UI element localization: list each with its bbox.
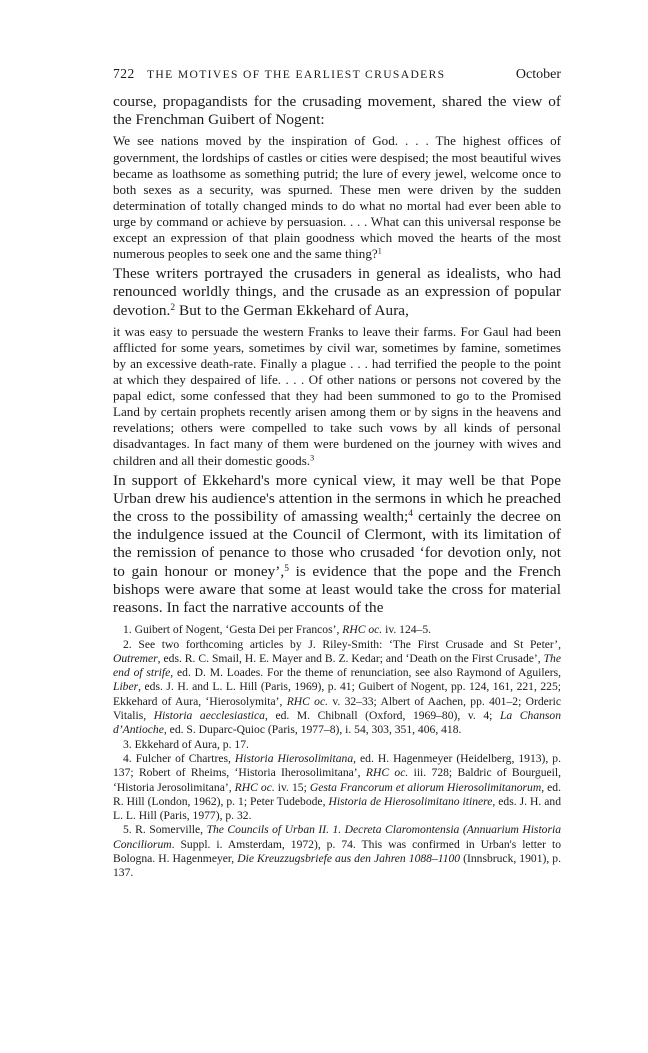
page-number: 722 <box>113 66 135 81</box>
running-title: THE MOTIVES OF THE EARLIEST CRUSADERS <box>147 68 446 81</box>
footnote-ref-5[interactable]: 5 <box>284 563 290 574</box>
running-month: October <box>515 67 561 82</box>
footnote-4: 4. Fulcher of Chartres, Historia Hierosolimitana, ed. H. Hagenmeyer (Heidelberg, 1913), p. 137; Robert of Rheims, ‘Historia Iherosolimitana’, RHC oc. iii. 728; Baldric of Bourgueil, ‘Historia Jerosolimitana’, RHC oc. iv. 15; Gesta Francorum et aliorum Hierosolimitanorum, ed. R. Hill (London, 1962), p. 1; Peter Tudebode, Historia de Hierosolimitano itinere, eds. J. H. and L. L. Hill (Paris, 1977), p. 32. <box>113 751 561 823</box>
footnote-ref-1[interactable]: 1 <box>377 246 382 256</box>
footnote-3: 3. Ekkehard of Aura, p. 17. <box>123 737 249 751</box>
footnote-ref-2[interactable]: 2 <box>170 302 176 313</box>
body-paragraph-1: course, propagandists for the crusading movement, shared the view of the Frenchman Guibert of Nogent: <box>113 93 561 129</box>
body-paragraph-3: In support of Ekkehard's more cynical view, it may well be that Pope Urban drew his audience's attention in the sermons in which he preached the cross to the possibility of amassing wealth;$^4$ certainly the decree on the indulgence issued at the Council of Clermont, with its limitation of the remission of penance to those who crusaded ‘for devotion only, not to gain honour or money’,$^5$ is evidence that the pope and the French bishops were aware that some at least would take the cross for material reasons. In fact the narrative accounts of the <box>113 471 561 617</box>
footnote-5: 5. R. Somerville, The Councils of Urban II. 1. Decreta Claromontensia (Annuarium Historia Conciliorum. Suppl. i. Amsterdam, 1972), p. 74. This was confirmed in Urban's letter to Bologna. H. Hagenmeyer, Die Kreuzzugsbriefe aus den Jahren 1088–1100 (Innsbruck, 1901), p. 137. <box>113 823 561 880</box>
journal-page <box>113 64 561 881</box>
footnote-1: 1. Guibert of Nogent, ‘Gesta Dei per Francos’, RHC oc. iv. 124–5. <box>123 623 432 637</box>
footnote-ref-3[interactable]: 3 <box>310 453 315 463</box>
body-paragraph-2: These writers portrayed the crusaders in general as idealists, who had renounced worldly things, and the crusade as an expression of popular devotion.$^2$ But to the German Ekkehard of Aura, <box>113 265 561 319</box>
block-quote-ekkehard: it was easy to persuade the western Franks to leave their farms. For Gaul had been afflicted for some years, sometimes by civil war, sometimes by famine, sometimes by an excessive death-rate. Finally a plague . . . had terrified the people to the point at which they despaired of life. . . . Of other nations or persons not covered by the papal edict, some confessed that they had been summoned to go to the Promised Land by certain prophets recently arisen among them or by signs in the heavens and revelations; others were compelled to take such vows by all kinds of personal disadvantages. In fact many of them were burdened on the journey with wives and children and all their domestic goods.$^3$ <box>113 323 561 468</box>
footnote-2: 2. See two forthcoming articles by J. Riley-Smith: ‘The First Crusade and St Peter’, Outremer, eds. R. C. Smail, H. E. Mayer and B. Z. Kedar; and ‘Death on the First Crusade’, The end of strife, ed. D. M. Loades. For the theme of renunciation, see also Raymond of Aguilers, Liber, eds. J. H. and L. L. Hill (Paris, 1969), p. 41; Guibert of Nogent, pp. 124, 161, 221, 225; Ekkehard of Aura, ‘Hierosolymita’, RHC oc. v. 32–33; Albert of Aachen, pp. 401–2; Orderic Vitalis, Historia aecclesiastica, ed. M. Chibnall (Oxford, 1969–80), v. 4; La Chanson d’Antioche, ed. S. Duparc-Quioc (Paris, 1977–8), i. 54, 303, 351, 406, 418. <box>113 637 562 737</box>
block-quote-guibert: We see nations moved by the inspiration of God. . . . The highest offices of government, the lordships of castles or cities were despised; the most beautiful wives became as loathsome as something putrid; the lure of every jewel, welcome once to both sexes as a security, was spurned. These men were driven by the sudden determination of totally changed minds to do what no mortal had ever been able to urge by command or achieve by persuasion. . . . What can this universal response be except an expression of that plain goodness which moved the hearts of the most numerous peoples to seek one and the same thing?$^1$ <box>113 133 561 262</box>
footnote-ref-4[interactable]: 4 <box>408 508 413 519</box>
running-head <box>113 64 561 84</box>
footnotes <box>113 623 561 880</box>
